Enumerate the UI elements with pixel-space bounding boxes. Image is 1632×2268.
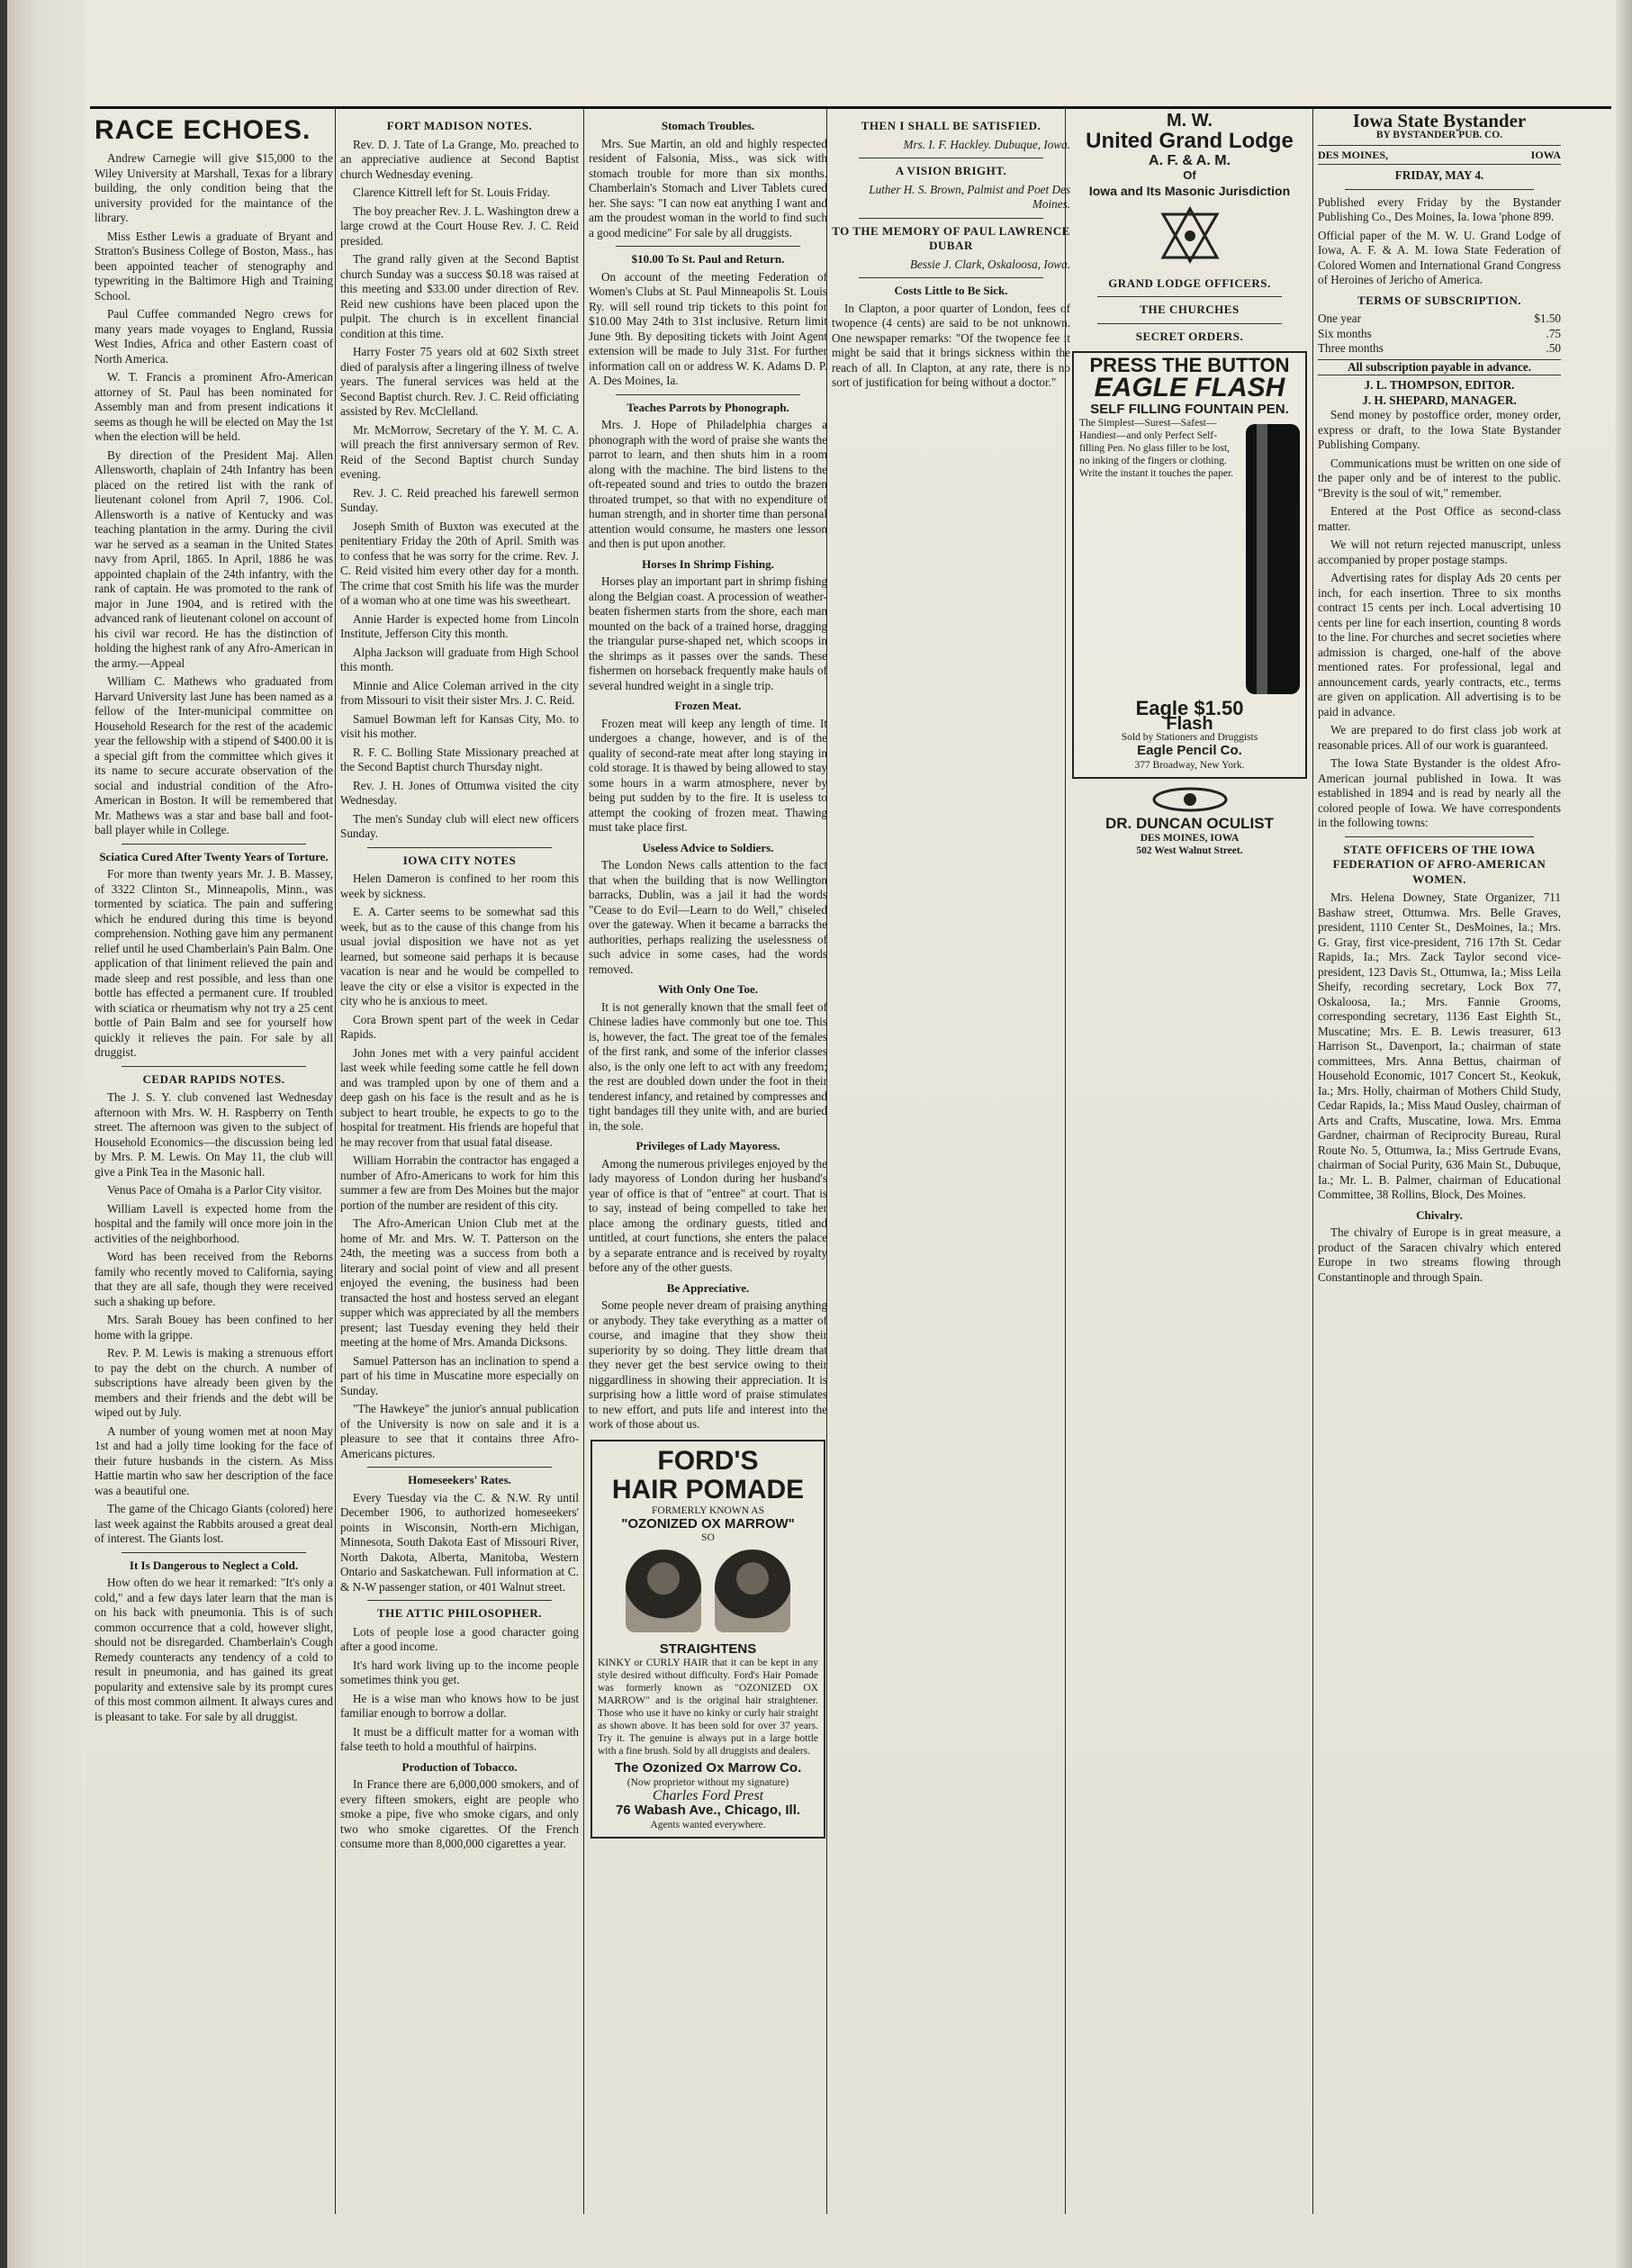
dateline-place: DES MOINES, [1318,148,1389,161]
one-toe-headline: With Only One Toe. [657,982,758,996]
federation-headline: STATE OFFICERS OF THE IOWA FEDERATION OF AFRO-AMERICAN WOMEN. [1332,842,1546,886]
saying: It's hard work living up to the income people sometimes think you get. [340,1658,579,1686]
notice-paragraph: Send money by postoffice order, money order, express or draft, to the Iowa State Bystander Publishing Company. [1318,408,1561,451]
term-label: Six months [1318,326,1372,340]
news-item: Mrs. Sarah Bouey has been confined to her home with la grippe. [95,1313,333,1342]
appreciative-text: Some people never dream of praising anything or anybody. They take everything as a matter of course, and imagine that they show their superiority by so doing. They little dream that they never get the best service owing to their niggardliness in showing their appreciation. It is surprising how a little word of praise stimulates to new effort, and puts life and interest into the work of those about us. [589,1298,827,1431]
saying: It must be a difficult matter for a woman with false teeth to hold a mouthful of hairpins. [340,1724,579,1753]
ad-press-button: PRESS THE BUTTON [1089,354,1290,376]
oculist-address: 502 West Walnut Street. [1136,845,1243,856]
horses-text: Horses play an important part in shrimp fishing along the Belgian coast. A procession of weather-beaten fishermen starts from the shore, each man mounted on the back of a trained horse, dragging the triangular purse-shaped net, which scoops in the shrimps as it passes over the sands. These fishermen on horseback frequently make hauls of several hundred weight in a single trip. [589,574,827,692]
tobacco-headline: Production of Tobacco. [401,1759,518,1774]
column-rule [335,108,336,2214]
divider [122,1552,306,1553]
oculist-ad [1070,786,1309,857]
manager: J. H. SHEPARD, MANAGER. [1362,393,1517,407]
race-echoes-title: RACE ECHOES. [95,115,311,145]
fort-madison-headline: FORT MADISON NOTES. [386,119,533,132]
news-item: "The Hawkeye" the junior's annual publication of the University is now on sale and it is a pleasure to see that it contains three Afro-Americans pictures. [340,1402,579,1460]
article-paragraph: Andrew Carnegie will give $15,000 to the Wiley University at Marshall, Texas for a library building, the only condition being that the university provided for the maintance of the library. [95,151,333,224]
saying: He is a wise man who knows how to be just familiar enough to borrow a dollar. [340,1691,579,1720]
ad-note: (Now proprietor without my signature) [627,1776,789,1788]
saying: Lots of people lose a good character going after a good income. [340,1624,579,1653]
masonic-emblem-icon [1070,203,1309,271]
news-item: The Afro-American Union Club met at the home of Mr. and Mrs. W. T. Patterson on the 24th, the meeting was a success from both a literary and social point of view and all present enjoyed the evening, the business had been transacted the host and hostess served an elegant supper which was appreciated by all the members present; last Tuesday evening they held their meeting at the home of Mrs. Amanda Dicksons. [340,1216,579,1349]
ad-price-flash: Flash [1166,713,1213,734]
news-item: Samuel Patterson has an inclination to spend a part of his time in Muscatine more especially on Sunday. [340,1353,579,1397]
news-item: The grand rally given at the Second Baptist church Sunday was a success $0.18 was raised at this meeting and $33.00 under direction of Rev. Reid new cushions have been placed upon the pulpit. The church is in excellent financial condition at this time. [340,252,579,340]
divider [1097,323,1282,324]
news-item: Cora Brown spent part of the week in Cedar Rapids. [340,1012,579,1041]
divider [367,1467,552,1468]
notice-paragraph: Entered at the Post Office as second-class matter. [1318,504,1561,533]
lodge-masthead-afam: A. F. & A. M. [1149,152,1231,168]
notice-paragraph: Advertising rates for display Ads 20 cents per inch, for each insertion. Three to six months contract 15 cents per inch. Local advertising 10 cents per line for each insertion, counting 8 words to the line. For churches and secret societies where admission is charged, one-half of the above mentioned rates. For professional, legal and announcement cards, yearly contracts, etc., terms are given on application. All advertising is to be paid in advance. [1318,571,1561,718]
news-item: Word has been received from the Reborns family who recently moved to California, saying that they are all safe, though they were received such a shaking up before. [95,1250,333,1308]
fountain-pen-image [1246,424,1300,694]
article-paragraph: William C. Mathews who graduated from Harvard University last June has been named as a fellow of the Inter-municipal committee on Household Research for the rest of the academic year the fellowship with a stipend of $400.00 it is a special gift from the committee which gives it its name to secure accurate observation of the social and industrial condition of the Afro-American in Boston. It will be remembered that Mr. Mathews was a star and base ball and foot-ball player while in College. [95,674,333,836]
tobacco-text: In France there are 6,000,000 smokers, and of every fifteen smokers, eight are people who smoke a pipe, five who smoke cigars, and only two who smoke cigarettes. Of the French consume more than 8,000,000 cigarettes a year. [340,1777,579,1850]
chivalry-headline: Chivalry. [1416,1207,1463,1222]
ad-brand: FORD'S [657,1445,759,1476]
news-item: Venus Pace of Omaha is a Parlor City visitor. [107,1183,322,1197]
ad-eagle-flash: EAGLE FLASH [1094,372,1285,402]
news-item: A number of young women met at noon May 1st and had a jolly time looking for the face of their future husbands in the cistern. As Miss Hattie martin who saw her description of the face was a beautiful one. [95,1423,333,1497]
news-item: Helen Dameron is confined to her room this week by sickness. [340,872,579,900]
poem-title: THEN I SHALL BE SATISFIED. [861,119,1041,132]
chivalry-text: The chivalry of Europe is in great measure, a product of the Saracen chivalry which entered Europe in two streams flowing through Constantinople and through Spain. [1318,1225,1561,1284]
costs-headline: Costs Little to Be Sick. [894,284,1008,297]
column-rule [583,108,584,2214]
appreciative-headline: Be Appreciative. [666,1280,750,1295]
news-item: Joseph Smith of Buxton was executed at the penitentiary Friday the 20th of April. Smith was to confess that he was sorry for the crime. Rev. J. C. Reid visited him every other day for a month. The crime that cost Smith his life was the murder of a woman who at one time was his sweetheart. [340,519,579,607]
stomach-text: Mrs. Sue Martin, an old and highly respected resident of Falsonia, Miss., was sick with stomach trouble for more than six months. Chamberlain's Stomach and Liver Tablets cured her. She says: "I can now eat anything I want and am the proudest woman in the world to find such a good medicine" For sale by all druggists. [589,136,827,239]
term-value: .50 [1546,341,1561,355]
st-paul-text: On account of the meeting Federation of Women's Clubs at St. Paul Minneapolis St. Louis Ry. will sell round trip tickets to this point for $10.00 May 24th to 31st inclusive. Return limit June 9th. By depositing tickets with Joint Agent extension will be made to July 31st. For further information call on or address W. K. Adams D. P. A. Des Moines, Ia. [589,269,827,387]
fords-pomade-ad [591,1440,825,1839]
ad-product: HAIR POMADE [611,1474,805,1504]
useless-advice-text: The London News calls attention to the fact that when the building that is now Wellington barracks, Dublin, was a jail it had the words "Cease to do Evil—Learn to do Well," chiseled over the gateway. When it became a barracks the authorities, perhaps realizing the uselessness of such advice in some cases, had the words removed. [589,858,827,976]
term-label: Three months [1318,341,1384,355]
column-lodge [1070,113,1309,2205]
scan-left-margin [0,0,86,2268]
notice-paragraph: We are prepared to do first class job work at reasonable prices. All of our work is guaranteed. [1318,723,1561,752]
divider [859,277,1043,278]
divider [122,844,306,845]
terms-note: All subscription payable in advance. [1318,359,1561,376]
mayoress-text: Among the numerous privileges enjoyed by the lady mayoress of London during her husband's year of office is that of "entree" at court. That is to say, instead of being compelled to take her place among the ordinary guests, titled and untitled, at court functions, she enters the palace by a separate entrance and is received by royalty before any of the other guests. [589,1156,827,1274]
terms-headline: TERMS OF SUBSCRIPTION. [1357,293,1522,307]
news-item: Minnie and Alice Coleman arrived in the city from Missouri to visit their sister Mrs. J. C. Reid. [340,678,579,707]
officers-headline: GRAND LODGE OFFICERS. [1108,276,1271,290]
frozen-meat-text: Frozen meat will keep any length of time. It undergoes a change, however, and is of the quality of second-rate meat after long staying in cold storage. It is thawed by being allowed to stay some hours in a warm atmosphere, never by being put sudden by to the fire. It is useless to attempt the cooking of frozen meat. Thawing must take place first. [589,716,827,834]
ad-body: KINKY or CURLY HAIR that it can be kept in any style desired without difficulty. Ford's Hair Pomade was formerly known as "OZONIZED OX MARROW" and is the original hair straightener. Those who use it have no kinky or curly hair straight as shown above. It has been sold for over 37 years. Try it. The genuine is always put in a large bottle with a fine brush. Sold by all druggists and dealers. [598,1658,818,1757]
costs-text: In Clapton, a poor quarter of London, fees of twopence (4 cents) are said to be not unknown. One newspaper remarks: "Of the twopence fee it might be said that it brings sickness within the reach of all. In Clapton, at any rate, there is no sort of justification for being without a doctor." [832,301,1070,389]
parrots-text: Mrs. J. Hope of Philadelphia charges a phonograph with the word of praise she wants the parrot to learn, and then shuts him in a room along with the machine. The bird listens to the oft-repeated sound and tries to outdo the brazen throated trumpet, so that with no expenditure of human strength, and in shorter time than personal attention would consume, he masters one lesson and then is put upon another. [589,418,827,550]
st-paul-headline: $10.00 To St. Paul and Return. [631,252,785,266]
ad-old-name: "OZONIZED OX MARROW" [621,1515,795,1532]
news-item: E. A. Carter seems to be somewhat sad this week, but as to the cause of this change from his usual jovial disposition we have not as yet learned, but someone said perhaps it is because vacation is near and he would be compelled to leave the city or else a visitor is expected in the city who he is anxious to meet. [340,905,579,1007]
poem-author: Mrs. I. F. Hackley. Dubuque, Iowa. [903,137,1070,151]
oculist-name: DR. DUNCAN OCULIST [1105,815,1274,832]
ad-pen-description: The Simplest—Surest—Safest—Handiest—and only Perfect Self-filling Pen. No glass filler to be lost, no inking of the fingers or clothing. Write the instant it touches the paper. [1079,418,1234,479]
issue-date: FRIDAY, MAY 4. [1394,168,1484,182]
ad-address: 377 Broadway, New York. [1134,759,1245,771]
useless-advice-headline: Useless Advice to Soldiers. [642,840,774,854]
neglect-cold-text: How often do we hear it remarked: "It's only a cold," and a few days later learn that the man is on his back with pneumonia. This is of such common occurrence that a cold, however slight, should not be disregarded. Chamberlain's Cough Remedy counteracts any tendency of a cold to result in pneumonia, and has gained its great popularity and extensive sale by its prompt cures of this most common ailment. It always cures and is pleasant to take. For sale by all druggist. [95,1576,333,1723]
term-value: .75 [1546,326,1561,340]
lodge-masthead-jurisdiction: Iowa and Its Masonic Jurisdiction [1088,183,1291,198]
ad-company: The Ozonized Ox Marrow Co. [614,1760,802,1776]
neglect-cold-headline: It Is Dangerous to Neglect a Cold. [129,1558,299,1572]
homeseekers-headline: Homeseekers' Rates. [408,1473,511,1486]
poem-title: A VISION BRIGHT. [895,164,1007,177]
poem-author: Bessie J. Clark, Oskaloosa, Iowa. [909,257,1070,271]
news-item: The boy preacher Rev. J. L. Washington drew a large crowd at the Court House Rev. J. C. Reid presided. [340,203,579,248]
dateline-state: IOWA [1530,148,1561,161]
divider [859,218,1043,219]
column-rule [1312,108,1313,2214]
horses-headline: Horses In Shrimp Fishing. [642,556,774,571]
notice-paragraph: The Iowa State Bystander is the oldest Afro-American journal published in Iowa. It was established in 1894 and is read by nearly all the colored people of Iowa. We have correspondents in the following towns: [1318,756,1561,829]
lodge-masthead-of: Of [1183,168,1196,182]
column-miscellany [589,113,827,2205]
stomach-headline: Stomach Troubles. [661,119,755,132]
ad-address: 76 Wabash Ave., Chicago, Ill. [615,1803,801,1818]
news-item: Rev. J. C. Reid preached his farewell sermon Sunday. [340,485,579,514]
news-item: William Horrabin the contractor has engaged a number of Afro-Americans to work for him this summer a few are from Des Moines but the major portion of the number are resident of this city. [340,1153,579,1212]
term-value: $1.50 [1534,312,1561,325]
poem-author: Luther H. S. Brown, Palmist and Poet Des Moines. [869,182,1070,211]
one-toe-text: It is not generally known that the small feet of Chinese ladies have commonly but one toe. This is, however, the fact. The great toe of the females of the first rank, and some of the inferior classes also, is the only one left to act with any freedom; the rest are doubled down under the foot in their tenderest infancy, and retained by compresses and tight bandages till they unite with, and are buried in, the sole. [589,999,827,1133]
divider [616,246,800,247]
column-race-echoes [95,113,333,2205]
article-paragraph: Miss Esther Lewis a graduate of Bryant and Stratton's Business College of Boston, Mass., has been appointed teacher of stenography and typewriting in the Baltimore High and Training School. [95,229,333,303]
divider [367,847,552,848]
iowa-city-headline: IOWA CITY NOTES [402,853,517,867]
ad-straightens: STRAIGHTENS [659,1640,757,1657]
ad-company: Eagle Pencil Co. [1137,743,1242,758]
news-item: The J. S. Y. club convened last Wednesday afternoon with Mrs. W. H. Raspberry on Tenth street. The afternoon was given to the subject of Household Economics—the discussion being led by Mrs. P. M. Lewis. On May 11, the club will give a Pink Tea in the Masonic hall. [95,1090,333,1179]
ad-formerly: FORMERLY KNOWN AS [652,1504,764,1516]
news-item: Rev. D. J. Tate of La Grange, Mo. preached to an appreciative audience at Second Baptist church Wednesday evening. [340,137,579,181]
frozen-meat-headline: Frozen Meat. [674,699,742,712]
top-rule [90,106,1611,109]
sciatica-headline: Sciatica Cured After Twenty Years of Torture. [99,849,329,863]
news-item: Samuel Bowman left for Kansas City, Mo. to visit his mother. [340,711,579,740]
divider [122,1066,306,1067]
lodge-masthead-title: United Grand Lodge [1086,128,1294,153]
portrait-after-image [715,1550,790,1632]
editor: J. L. THOMPSON, EDITOR. [1364,378,1515,392]
divider [1345,836,1534,837]
divider [367,1600,552,1601]
news-item: The men's Sunday club will elect new officers Sunday. [340,811,579,840]
publisher: BY BYSTANDER PUB. CO. [1375,129,1503,140]
news-item: Rev. P. M. Lewis is making a strenuous effort to pay the debt on the church. A number of subscriptions have already been given by the members and their friends and the debt will be wiped out by July. [95,1346,333,1419]
news-item: Mr. McMorrow, Secretary of the Y. M. C. A. will preach the first anniversary sermon of Rev. Reid of the Second Baptist church Sunday evening. [340,422,579,481]
term-label: One year [1318,312,1361,325]
news-item: The game of the Chicago Giants (colored) here last week against the Rabbits aroused a great deal of interest. The Giants lost. [95,1502,333,1545]
ad-price: Eagle $1.50 [1135,697,1244,719]
poem-title: TO THE MEMORY OF PAUL LAWRENCE DUBAR [832,223,1070,252]
eagle-flash-pen-ad [1072,351,1307,779]
column-local-notes [340,113,579,2205]
parrots-headline: Teaches Parrots by Phonograph. [627,400,789,414]
divider [1097,296,1282,297]
ad-agents: Agents wanted everywhere. [650,1819,766,1830]
article-paragraph: By direction of the President Maj. Allen Allensworth, chaplain of 24th Infantry has been placed on the retired list with the rank of lieutenant colonel from April 7, 1906. Col. Allensworth is a native of Kentucky and was teaching plantation in the army. During the civil war he served as a seaman in the United States navy from April, 1865. In April, 1886 he was appointed chaplain of the 24th infantry, with the rank of captain. He was promoted to the rank of major in June 1904, and is retired with the advanced rank of lieutenant colonel on account of his civil war record. He has the distinction of holding the highest rank of any Afro-American in the army.—Appeal [95,447,333,670]
divider [616,394,800,395]
scan-right-margin [1616,0,1632,2268]
column-bystander [1318,113,1561,2205]
ad-signature: Charles Ford Prest [652,1787,764,1803]
federation-text: Mrs. Helena Downey, State Organizer, 711 Bashaw street, Ottumwa. Mrs. Belle Graves, president, 1110 Center St., DesMoines, Ia.; Mrs. G. Gray, first vice-president, 716 17th St. Cedar Rapids, Ia.; Mrs. Zack Taylor second vice-president, 123 Davis St., Ottumwa, Ia.; Miss Leila Sheify, recording secretary, Lock Box 77, Oskaloosa, Ia.; Mrs. Fannie Grooms, corresponding secretary, 1136 East Eighth St., Muscatine; Mrs. E. B. Lewis treasurer, 613 Harrison St., Davenport, Ia.; chairman of state committees, Mrs. Anna Bettus, chairman of Household Economic, 1017 Concert St., Keokuk, Ia.; Mrs. Holly, chairman of Mothers Child Study, Cedar Rapids, Ia.; Miss Maud Ousley, chairman of Arts and Crafts, Muscatine, Iowa. Mrs. Emma Gardner, chairman of Reciprocity Bureau, Rural Route No. 5, Ottumwa, Ia.; Miss Gertrude Evans, chairman of Social Purity, 636 Main St., Dubuque, Ia.; Mr. L. B. Palmer, chairman of Educational Committee, 38 Rollins, Block, Des Moines. [1318,890,1561,1201]
article-paragraph: W. T. Francis a prominent Afro-American attorney of St. Paul has been nominated for Assembly man and from present indications it seems as though he will be elected on May the 1st when the election will be held. [95,370,333,443]
mayoress-headline: Privileges of Lady Mayoress. [636,1139,780,1152]
homeseekers-text: Every Tuesday via the C. & N.W. Ry until December 1906, to authorized homeseekers' points in Wisconsin, North-ern Michigan, Minnesota, South Dakota East of Missouri River, North Dakota, Alberta, Manitoba, Western Ontario and Saskatchewan. Full information at C. & N-W passenger station, or 401 Walnut street. [340,1490,579,1594]
news-item: William Lavell is expected home from the hospital and the family will once more join in the activities of the neighborhood. [95,1201,333,1245]
ad-so: SO [701,1532,715,1543]
cedar-rapids-headline: CEDAR RAPIDS NOTES. [142,1071,285,1086]
paper-title: Iowa State Bystander [1352,113,1527,131]
publication-info: Published every Friday by the Bystander Publishing Co., Des Moines, Ia. Iowa 'phone 899. [1318,194,1561,223]
news-item: Clarence Kittrell left for St. Louis Friday. [353,185,550,199]
lodge-masthead-mw: M. W. [1166,113,1213,131]
news-item: Annie Harder is expected home from Lincoln Institute, Jefferson City this month. [340,611,579,640]
news-item: Alpha Jackson will graduate from High School this month. [340,645,579,673]
news-item: R. F. C. Bolling State Missionary preached at the Second Baptist church Thursday night. [340,745,579,773]
news-item: Harry Foster 75 years old at 602 Sixth street died of paralysis after a lingering illness of twelve years. The funeral services was held at the Second Baptist church. Rev. J. C. Reid officiating assisted by Rev. McClelland. [340,345,579,418]
ad-sold: Sold by Stationers and Druggists [1121,732,1258,743]
churches-headline: THE CHURCHES [1140,303,1240,316]
ad-portraits [598,1544,818,1642]
divider [1345,189,1534,190]
notice-paragraph: Communications must be written on one side of the paper only and be of interest to the public. "Brevity is the soul of wit," remember. [1318,456,1561,500]
official-paper: Official paper of the M. W. U. Grand Lodge of Iowa, A. F. & A. M. Iowa State Federation of Colored Women and International Grand Congress of Heroines of Jericho of America. [1318,228,1561,286]
attic-philosopher-headline: THE ATTIC PHILOSOPHER. [376,1606,543,1620]
secret-orders-headline: SECRET ORDERS. [1135,329,1244,343]
article-paragraph: Paul Cuffee commanded Negro crews for many years made voyages to England, Russia West Indies, Africa and other Eastern coast of North America. [95,307,333,366]
portrait-before-image [626,1550,701,1632]
news-item: John Jones met with a very painful accident last week while feeding some cattle he fell down and was trampled upon by one of them and a deep gash on his face is the result and as he is subject to heart trouble, he expects to go to the hospital for treatment. His friends are hopeful that he may recover from that usual fatal disease. [340,1045,579,1149]
ad-self-filling: SELF FILLING FOUNTAIN PEN. [1090,401,1289,417]
eye-icon [1070,786,1309,818]
oculist-city: DES MOINES, IOWA [1140,832,1240,844]
notice-paragraph: We will not return rejected manuscript, unless accompanied by proper postage stamps. [1318,538,1561,566]
column-poems [832,113,1070,2205]
sciatica-text: For more than twenty years Mr. J. B. Massey, of 3322 Clinton St., Minneapolis, Minn., was tormented by sciatica. The pain and suffering which he endured during this time is beyond comprehension. Nothing gave him any permanent relief until he used Chamberlain's Pain Balm. One application of that liniment relieved the pain and made sleep and rest possible, and less than one bottle has effected a permanent cure. If troubled with sciatica or rheumatism why not try a 25 cent bottle of Pain Balm and see for yourself how quickly it relieves the pain. For sale by all druggist. [95,867,333,1059]
news-item: Rev. J. H. Jones of Ottumwa visited the city Wednesday. [340,778,579,807]
